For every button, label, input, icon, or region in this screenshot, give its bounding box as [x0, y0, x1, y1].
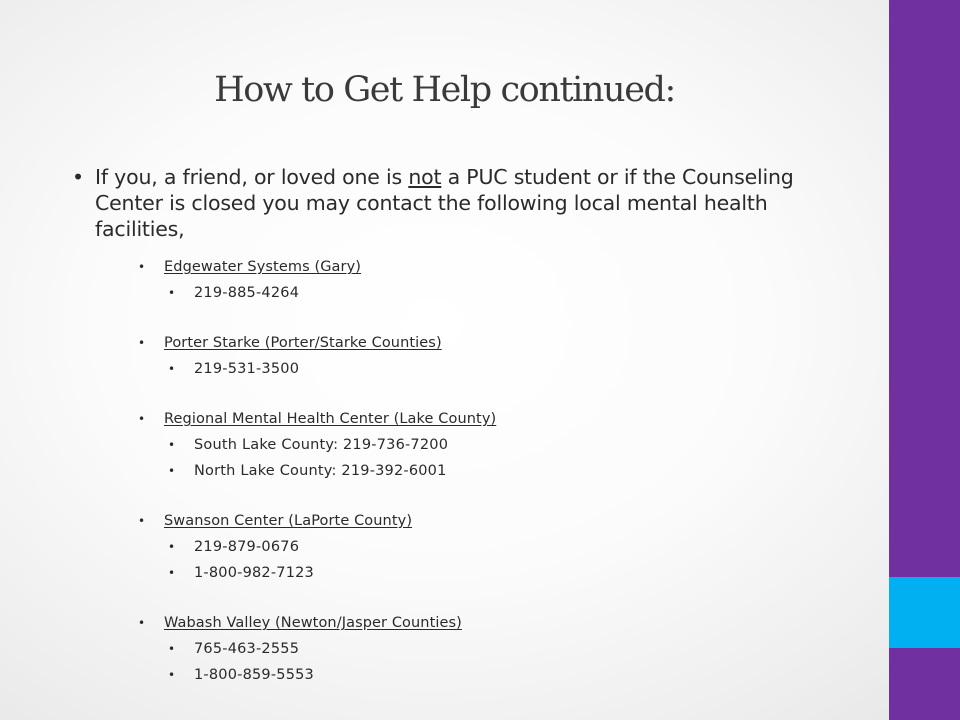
phone-item	[138, 356, 878, 382]
phone-list	[138, 280, 878, 306]
phone-number: South Lake County: 219-736-7200	[194, 437, 449, 453]
phone-number: 1-800-859-5553	[194, 667, 314, 683]
phone-item	[138, 458, 878, 484]
bullet-icon: •	[168, 286, 176, 300]
blue-accent-block	[889, 577, 960, 648]
facility-name[interactable]: Wabash Valley (Newton/Jasper Counties)	[164, 615, 462, 631]
facility-item	[138, 508, 878, 586]
facility-name[interactable]: Swanson Center (LaPorte County)	[164, 513, 413, 529]
phone-item	[138, 432, 878, 458]
phone-number: 219-879-0676	[194, 539, 300, 555]
slide-content	[72, 164, 862, 242]
facility-name[interactable]: Edgewater Systems (Gary)	[164, 259, 362, 275]
phone-item	[138, 534, 878, 560]
facility-name[interactable]: Regional Mental Health Center (Lake County)	[164, 411, 497, 427]
bullet-icon: •	[168, 540, 176, 554]
bullet-icon: •	[168, 668, 176, 682]
phone-list	[138, 432, 878, 484]
facility-heading	[138, 508, 878, 534]
bullet-icon: •	[138, 336, 146, 350]
bullet-icon: •	[168, 642, 176, 656]
bullet-icon: •	[168, 566, 176, 580]
facility-heading	[138, 406, 878, 432]
facility-item	[138, 254, 878, 306]
phone-item	[138, 280, 878, 306]
bullet-icon: •	[168, 438, 176, 452]
phone-number: 1-800-982-7123	[194, 565, 314, 581]
intro-paragraph	[72, 164, 862, 242]
phone-item	[138, 662, 878, 688]
intro-text-after: a PUC student or if the Counseling Center is closed you may contact the following local mental health facilities,	[95, 165, 794, 241]
phone-number: 765-463-2555	[194, 641, 300, 657]
bullet-icon: •	[138, 616, 146, 630]
phone-list	[138, 356, 878, 382]
intro-text-before: If you, a friend, or loved one is	[95, 165, 409, 189]
facility-heading	[138, 330, 878, 356]
phone-number: 219-885-4264	[194, 285, 300, 301]
facility-name[interactable]: Porter Starke (Porter/Starke Counties)	[164, 335, 442, 351]
facility-list	[138, 254, 878, 712]
facility-heading	[138, 254, 878, 280]
intro-bullet-icon: •	[72, 165, 84, 189]
facility-item	[138, 610, 878, 688]
bullet-icon: •	[168, 362, 176, 376]
phone-list	[138, 636, 878, 688]
phone-number: North Lake County: 219-392-6001	[194, 463, 447, 479]
phone-list	[138, 534, 878, 586]
bullet-icon: •	[138, 260, 146, 274]
facility-item	[138, 406, 878, 484]
phone-number: 219-531-3500	[194, 361, 300, 377]
bullet-icon: •	[138, 514, 146, 528]
phone-item	[138, 636, 878, 662]
intro-emphasis: not	[408, 165, 442, 189]
slide-title: How to Get Help continued:	[214, 70, 675, 110]
phone-item	[138, 560, 878, 586]
bullet-icon: •	[138, 412, 146, 426]
bullet-icon: •	[168, 464, 176, 478]
facility-item	[138, 330, 878, 382]
facility-heading	[138, 610, 878, 636]
